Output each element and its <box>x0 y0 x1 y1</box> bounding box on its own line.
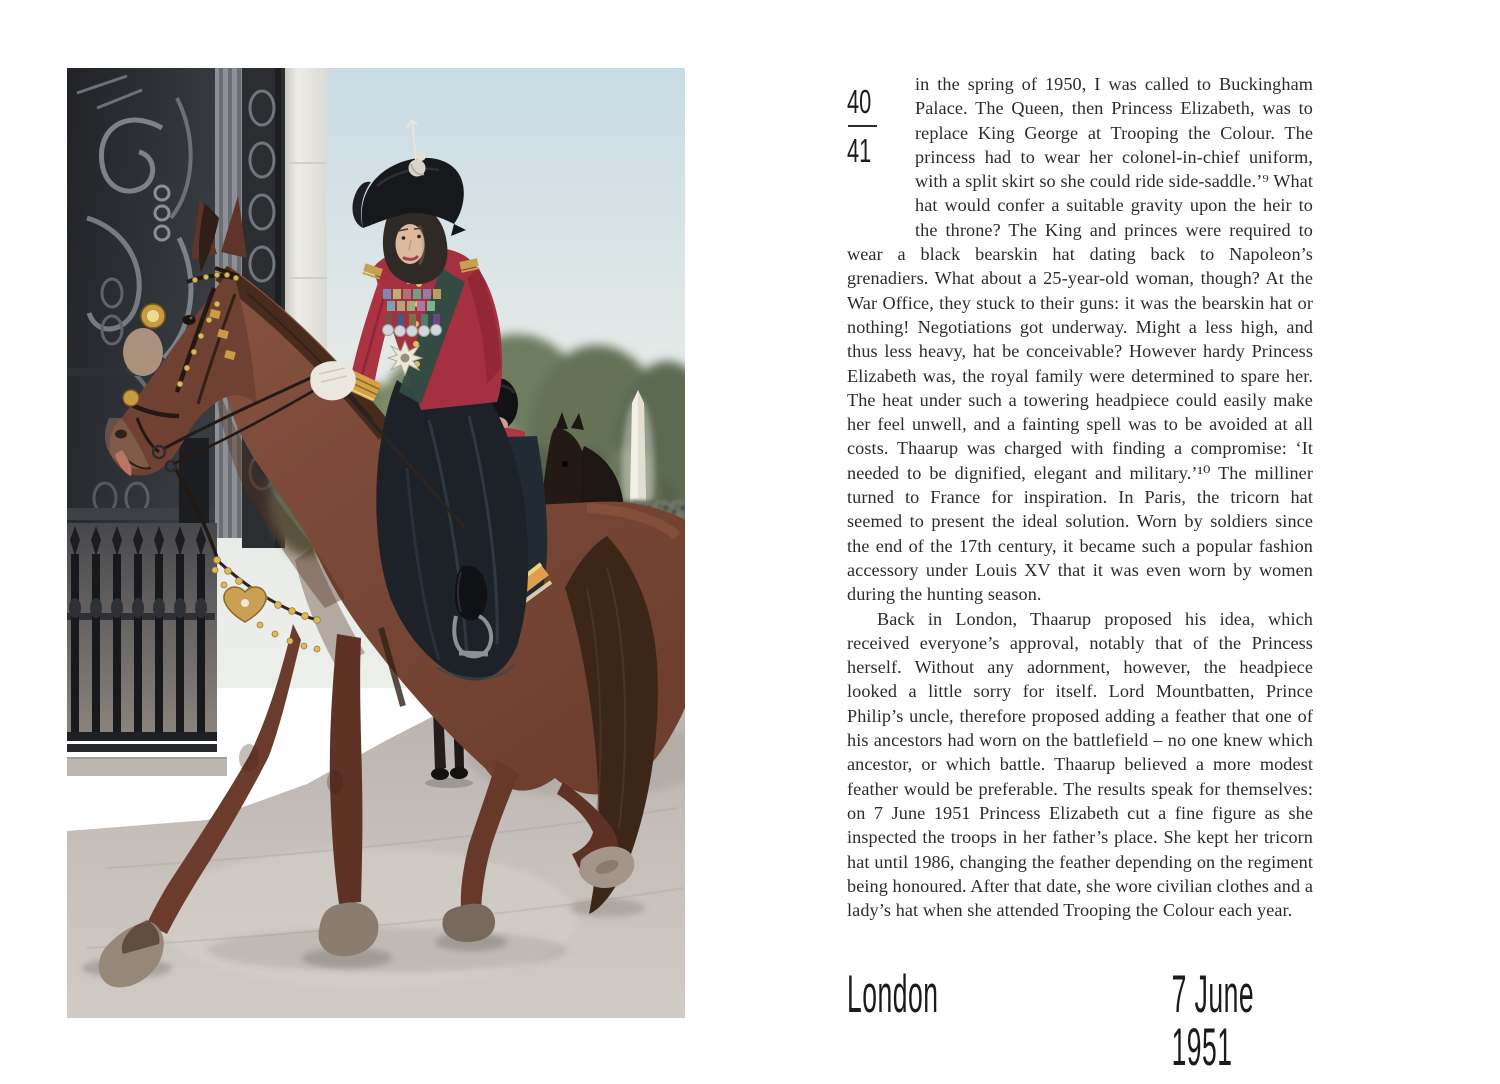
body-paragraph-1: in the spring of 1950, I was called to Buckingham Palace. The Queen, then Princess Elizabeth, was to replace King George at Trooping the Colour. The princess had to wear her colonel-in-chief uniform, with a split skirt so she could ride side-saddle.’⁹ What hat would confer a suitable gravity upon the heir to the throne? The King and princes were required to wear a black bearskin hat dating back to Napoleon’s grenadiers. What about a 25-year-old woman, though? At the War Office, they stuck to their guns: it was the bearskin hat or nothing! Negotiations got underway. Might a less high, and thus less heavy, hat be conceivable? However hardy Princess Elizabeth was, the royal family were determined to spare her. The heat under such a towering headpiece could easily make her feel unwell, and a fainting spell was to be avoided at all costs. Thaarup was charged with finding a compromise: ‘It needed to be dignified, elegant and military.’¹⁰ The milliner turned to France for inspiration. In Paris, the tricorn hat seemed to present the ideal solution. Worn by soldiers since the end of the 17th century, it became such a popular fashion accessory under Louis XV that it was even worn by women during the hunting season. <box>847 74 1313 605</box>
page-number-bottom: 41 <box>847 132 872 169</box>
iron-fence <box>67 523 227 776</box>
page-number-divider <box>848 125 877 127</box>
footer-date: 7 June 1951 <box>1171 965 1254 1077</box>
photo-princess-elizabeth-trooping <box>67 68 685 1018</box>
page-number-top: 40 <box>847 83 872 120</box>
right-page <box>847 72 1313 922</box>
page-footer <box>847 965 1313 1077</box>
body-paragraph-2: Back in London, Thaarup proposed his idea, which received everyone’s approval, notably that of the Princess herself. Without any adornment, however, the headpiece looked a little sorry for itself. Lord Mountbatten, Prince Philip’s uncle, therefore proposed adding a feather that one of his ancestors had worn on the battlefield – no one knew which ancestor, or which battle. Thaarup believed a more modest feather would be preferable. The results speak for themselves: on 7 June 1951 Princess Elizabeth cut a fine figure as she inspected the troops in her father’s place. She kept her tricorn hat until 1986, changing the feather depending on the regiment being honoured. After that date, she wore civilian clothes and a lady’s hat when she attended Trooping the Colour each year. <box>847 608 1313 921</box>
footer-place: London <box>847 965 939 1024</box>
page-number-marker <box>847 72 915 222</box>
